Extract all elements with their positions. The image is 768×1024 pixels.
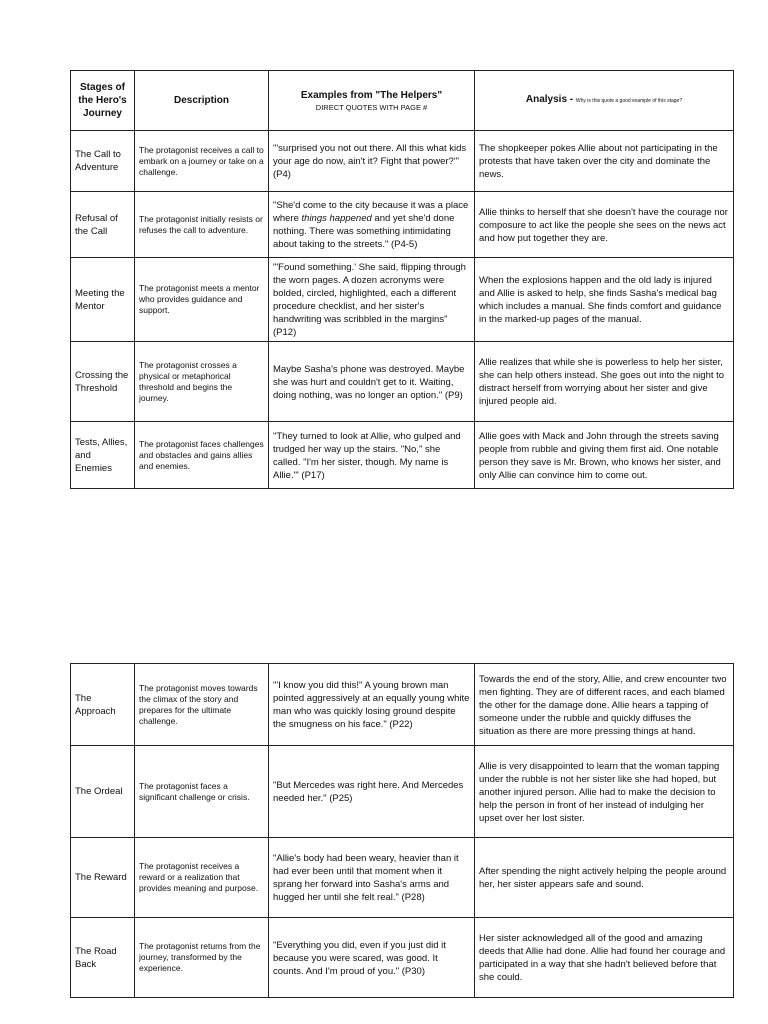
quote-cell [269, 131, 475, 192]
header-description: Description [135, 71, 269, 131]
quote-cell [269, 746, 475, 838]
analysis-text: The shopkeeper pokes Allie about not participating in the protests that have taken over the city and dominate the news. [479, 143, 718, 180]
quote-part: and yet she'd done nothing. There was something intimidating about taking to the streets." (P4-5) [273, 213, 455, 250]
analysis-text: Allie is very disappointed to learn that the woman tapping under the rubble is not her sister like she had hoped, but another injured person. Allie had to make the decision to help the person in front of her instead of indulging her upset over her lost sister. [479, 760, 720, 824]
analysis-cell [475, 918, 734, 998]
analysis-cell [475, 664, 734, 746]
description-cell: The protagonist moves towards the climax of the story and prepares for the ultimate challenge. [135, 664, 269, 746]
header-analysis [475, 71, 734, 131]
quote-text: "Everything you did, even if you just did it because you were scared, was good. It counts. And I'm proud of you." (P30) [273, 939, 446, 977]
quote-cell [269, 838, 475, 918]
stage-cell: The Call to Adventure [71, 131, 135, 192]
table-row [71, 664, 734, 746]
header-examples [269, 71, 475, 131]
analysis-cell [475, 838, 734, 918]
header-analysis-title: Analysis - [525, 94, 576, 105]
description-cell: The protagonist meets a mentor who provides guidance and support. [135, 258, 269, 342]
stage-cell: Meeting the Mentor [71, 258, 135, 342]
analysis-text: Allie goes with Mack and John through the streets saving people from rubble and giving them first aid. One notable person they save is Mr. Brown, who knows her sister, and only Allie can convince him to come out. [479, 430, 721, 481]
table-row [71, 131, 734, 192]
analysis-text: Allie realizes that while she is powerless to help her sister, she can help others instead. She goes out into the night to distract herself from worrying about her sister and give injured people aid. [479, 357, 725, 407]
analysis-cell [475, 342, 734, 422]
stage-cell: The Road Back [71, 918, 135, 998]
quote-cell [269, 342, 475, 422]
stage-cell: Crossing the Threshold [71, 342, 135, 422]
table-row [71, 192, 734, 258]
description-cell: The protagonist initially resists or refuses the call to adventure. [135, 192, 269, 258]
stage-cell: The Ordeal [71, 746, 135, 838]
quote-part: "She'd come to the city because it was a place where [273, 200, 469, 224]
description-cell: The protagonist returns from the journey, transformed by the experience. [135, 918, 269, 998]
description-cell: The protagonist receives a call to embark on a journey or take on a challenge. [135, 131, 269, 192]
quote-cell [269, 918, 475, 998]
stage-cell: Refusal of the Call [71, 192, 135, 258]
heros-journey-table-part-1 [70, 70, 734, 489]
analysis-text: Her sister acknowledged all of the good and amazing deeds that Allie had done. Allie had found her courage and participated in a way that she hadn't believed before that she could. [479, 933, 726, 983]
quote-text: "'surprised you not out there. All this what kids your age do now, ain't it? Fight that power?'" (P4) [273, 143, 467, 180]
analysis-text: After spending the night actively helping the people around her, her sister appears safe and sound. [479, 866, 727, 890]
analysis-cell [475, 422, 734, 489]
analysis-text: When the explosions happen and the old lady is injured and Allie is asked to help, she finds Sasha's medical bag which includes a manual. She finds comfort and guidance in the marked-up pages of the manual. [479, 275, 722, 325]
description-cell: The protagonist receives a reward or a realization that provides meaning and purpose. [135, 838, 269, 918]
description-cell: The protagonist faces challenges and obstacles and gains allies and enemies. [135, 422, 269, 489]
stage-cell: Tests, Allies, and Enemies [71, 422, 135, 489]
table-row [71, 838, 734, 918]
quote-cell [269, 664, 475, 746]
table-header-row [71, 71, 734, 131]
analysis-text: Towards the end of the story, Allie, and crew encounter two men fighting. They are of different races, and each blamed the other for the damage done. Allie hears a tapping of someone under the rubble and quickly diffuses the situation as there are more pressing things at hand. [479, 673, 727, 737]
header-analysis-sub: Why is this quote a good example of this stage? [575, 98, 683, 104]
analysis-cell [475, 258, 734, 342]
table-row [71, 258, 734, 342]
stage-cell: The Reward [71, 838, 135, 918]
heros-journey-table-part-2 [70, 663, 734, 998]
description-cell: The protagonist crosses a physical or metaphorical threshold and begins the journey. [135, 342, 269, 422]
analysis-text: Allie thinks to herself that she doesn't have the courage nor composure to act like the people she sees on the news act and how put together they are. [479, 206, 728, 244]
table-row [71, 918, 734, 998]
quote-text: "'I know you did this!" A young brown man pointed aggressively at an equally young white man who was quickly losing ground despite the smugness on his face." (P22) [273, 680, 470, 730]
quote-emphasis: things happened [301, 213, 372, 224]
quote-cell [269, 192, 475, 258]
table-row [71, 342, 734, 422]
quote-text: "'Found something.' She said, flipping through the worn pages. A dozen acronyms were bolded, circled, highlighted, each a different procedure checklist, and her sister's handwriting was scribbled in the margins" (P12) [273, 262, 466, 338]
stage-cell: The Approach [71, 664, 135, 746]
quote-cell [269, 422, 475, 489]
description-cell: The protagonist faces a significant challenge or crisis. [135, 746, 269, 838]
header-stages: Stages of the Hero's Journey [71, 71, 135, 131]
analysis-cell [475, 131, 734, 192]
header-examples-title: Examples from "The Helpers" [300, 89, 443, 101]
analysis-cell [475, 746, 734, 838]
quote-text: Maybe Sasha's phone was destroyed. Maybe she was hurt and couldn't get to it. Waiting, doing nothing, was no longer an option." (P9) [273, 363, 465, 401]
quote-text [273, 198, 470, 251]
table-row [71, 422, 734, 489]
table-row [71, 746, 734, 838]
quote-cell [269, 258, 475, 342]
header-examples-sub: DIRECT QUOTES WITH PAGE # [315, 102, 428, 112]
quote-text: "They turned to look at Allie, who gulped and trudged her way up the stairs. "No," she called. "I'm her sister, though. My name is Allie."' (P17) [273, 430, 461, 481]
quote-text: "Allie's body had been weary, heavier than it had ever been until that moment when it sprang her forward into Sasha's arms and hugged her until she felt real." (P28) [273, 853, 459, 903]
analysis-cell [475, 192, 734, 258]
quote-text: "But Mercedes was right here. And Mercedes needed her." (P25) [273, 780, 464, 804]
